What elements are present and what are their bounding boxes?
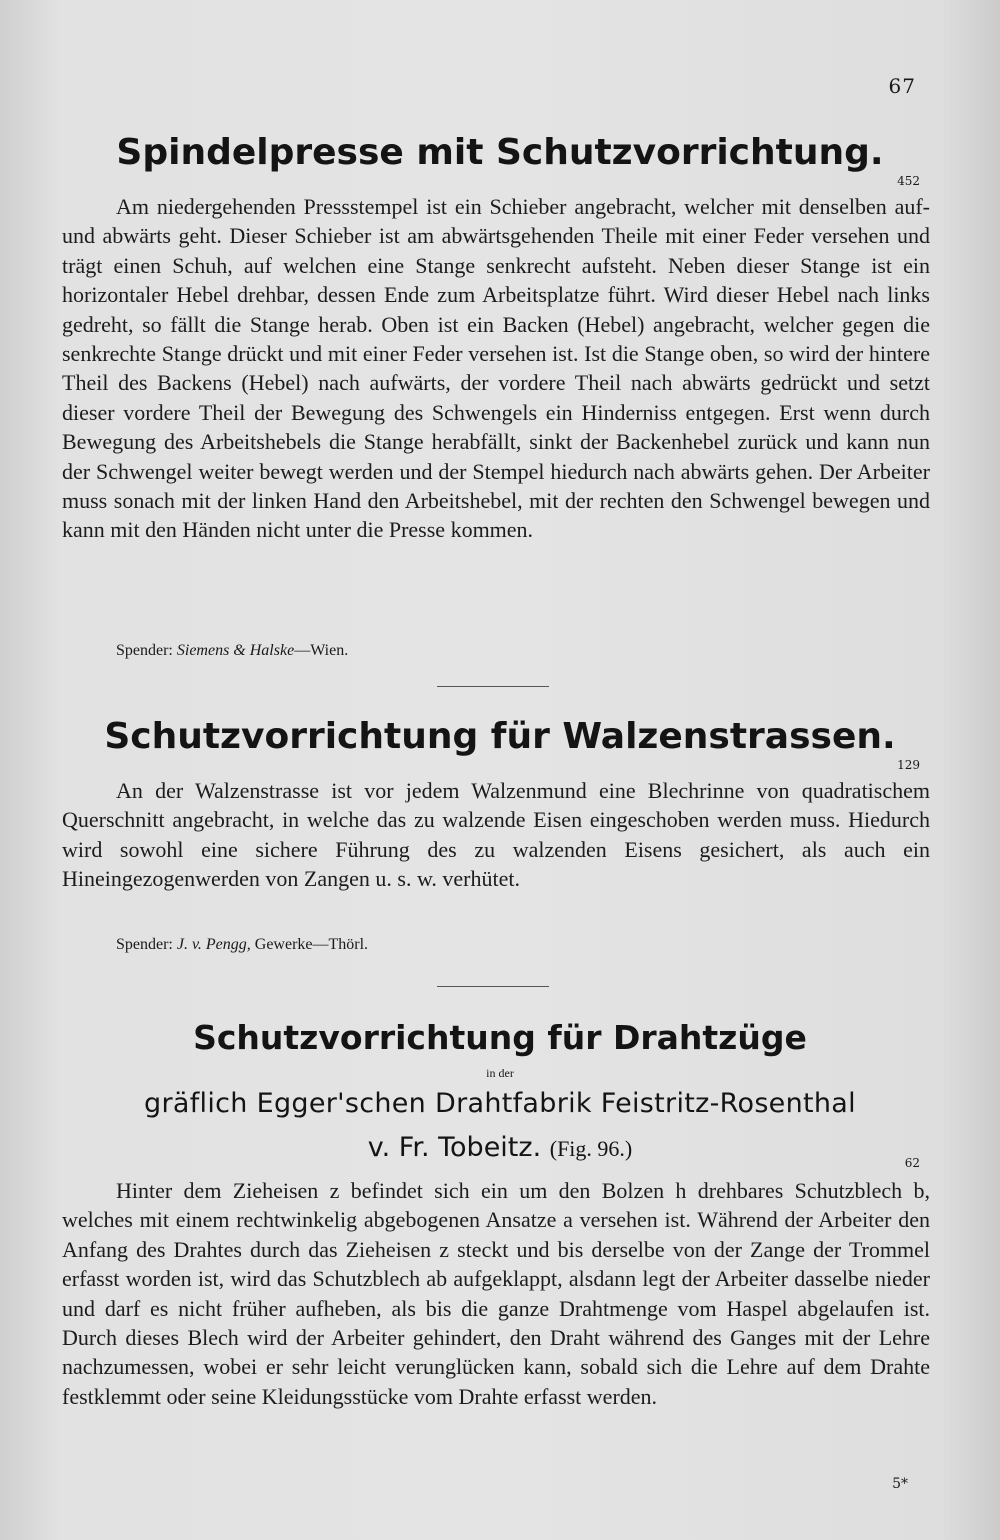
section-subtitle-line2	[0, 1132, 1000, 1163]
paragraph-text: Hinter dem Zieheisen z befindet sich ein um den Bolzen h drehbares Schutzblech b, welches mit einem rechtwinkelig abgebogenen Ansatze a versehen ist. Während der Arbeiter den Anfang des Drahtes durch das Zieheisen z steckt und bis derselbe von der Zange der Trommel erfasst worden ist, wird das Schutzblech ab aufgeklappt, alsdann legt der Arbeiter dasselbe nieder und darf es nicht früher aufheben, als bis die ganze Drahtmenge vom Haspel abgelaufen ist. Durch dieses Blech wird der Arbeiter gehindert, den Draht während des Ganges mit der Lehre nachzumessen, wobei er sehr leicht verunglücken kann, sobald sich die Lehre auf dem Drahte festklemmt oder seine Kleidungsstücke vom Drahte erfasst werden.	[62, 1178, 930, 1409]
section-title-walzenstrassen: Schutzvorrichtung für Walzenstrassen.	[104, 716, 896, 757]
section-ref-number: 62	[904, 1156, 920, 1170]
section-paragraph	[62, 192, 930, 545]
sponsor-line	[116, 642, 348, 660]
signature-mark: 5*	[892, 1476, 908, 1492]
sponsor-label: Spender:	[116, 642, 173, 659]
page-number: 67	[888, 74, 916, 98]
sponsor-place: Gewerke—Thörl.	[254, 936, 369, 953]
sponsor-place: —Wien.	[294, 642, 349, 659]
section-subtitle: gräflich Egger'schen Drahtfabrik Feistritz-Rosenthal	[144, 1088, 856, 1119]
section-title-drahtzuege: Schutzvorrichtung für Drahtzüge	[193, 1018, 807, 1057]
figure-reference: (Fig. 96.)	[549, 1136, 633, 1161]
section-divider	[437, 986, 549, 987]
section-paragraph	[62, 776, 930, 894]
section-paragraph	[62, 1176, 930, 1411]
sponsor-name: J. v. Pengg,	[176, 936, 251, 953]
sponsor-name: Siemens & Halske	[176, 642, 295, 659]
paragraph-text: An der Walzenstrasse ist vor jedem Walzenmund eine Blechrinne von quadratischem Querschnitt angebracht, in welche das zu walzende Eisen eingeschoben werden muss. Hiedurch wird sowohl eine sichere Führung des zu walzenden Eisens gesichert, als auch ein Hineingezogenwerden von Zangen u. s. w. verhütet.	[62, 778, 930, 892]
sponsor-line	[116, 936, 368, 954]
section-ref-number: 452	[897, 174, 920, 188]
section-title-spindelpresse: Spindelpresse mit Schutzvorrichtung.	[116, 132, 884, 173]
sponsor-label: Spender:	[116, 936, 173, 953]
subtitle-author: v. Fr. Tobeitz.	[367, 1132, 542, 1163]
paragraph-text: Am niedergehenden Pressstempel ist ein Schieber angebracht, welcher mit denselben auf- und abwärts geht. Dieser Schieber ist am abwärtsgehenden Theile mit einer Feder versehen und trägt einen Schuh, auf welchen eine Stange senkrecht aufsteht. Neben dieser Stange ist ein horizontaler Hebel drehbar, dessen Ende zum Arbeitsplatze führt. Wird dieser Hebel nach links gedreht, so fällt die Stange herab. Oben ist ein Backen (Hebel) angebracht, welcher gegen die senkrechte Stange drückt und mit einer Feder versehen ist. Ist die Stange oben, so wird der hintere Theil des Backens (Hebel) nach aufwärts, der vordere Theil nach abwärts gedrückt und setzt dieser vordere Theil der Bewegung des Schwengels ein Hinderniss entgegen. Erst wenn durch Bewegung des Arbeitshebels die Stange herabfällt, sinkt der Backenhebel zurück und kann nun der Schwengel weiter bewegt werden und der Stempel hiedurch nach abwärts gehen. Der Arbeiter muss sonach mit der linken Hand den Arbeitshebel, mit der rechten den Schwengel bewegen und kann mit den Händen nicht unter die Presse kommen.	[62, 194, 930, 543]
section-divider	[437, 686, 549, 687]
section-in-der: in der	[486, 1066, 514, 1080]
section-ref-number: 129	[897, 758, 920, 772]
